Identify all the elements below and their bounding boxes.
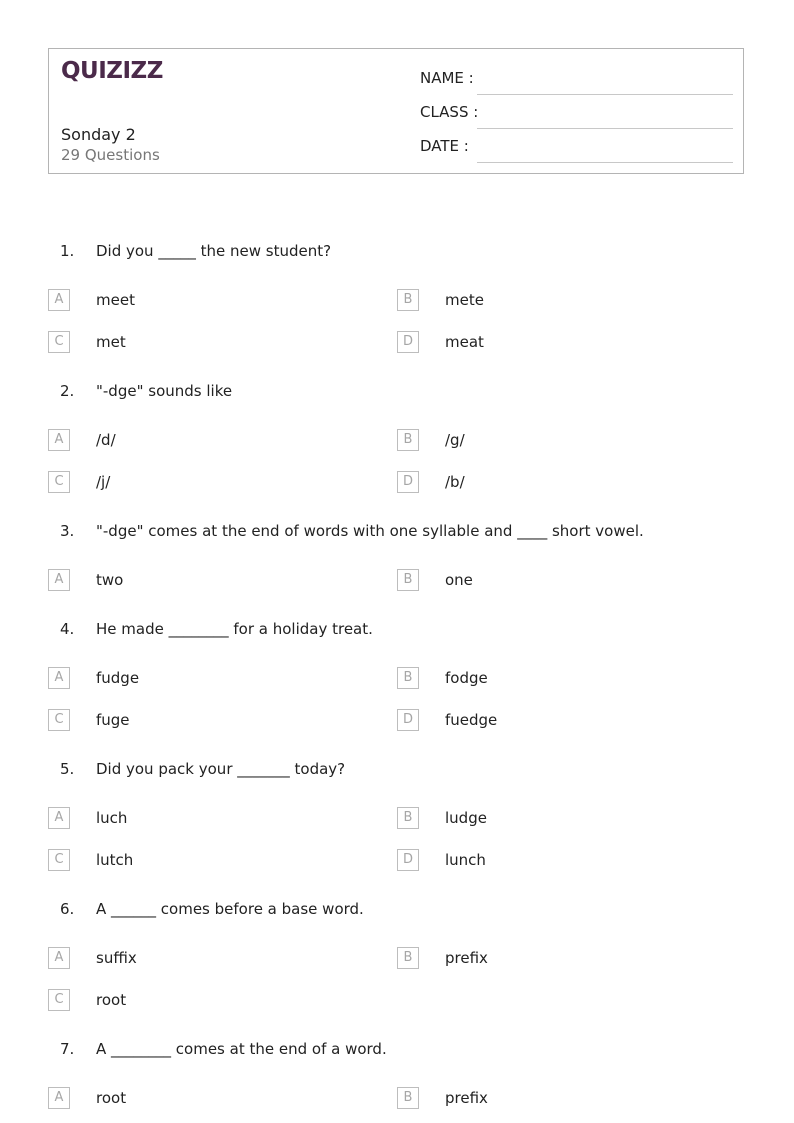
- question-text: He made ________ for a holiday treat.: [96, 620, 373, 638]
- option-letter-box[interactable]: B: [397, 1087, 419, 1109]
- question-number: 7.: [60, 1040, 75, 1058]
- class-line[interactable]: [477, 128, 733, 129]
- option-letter-box[interactable]: C: [48, 989, 70, 1011]
- option-letter-box[interactable]: D: [397, 849, 419, 871]
- option-letter-box[interactable]: B: [397, 569, 419, 591]
- option-letter-box[interactable]: A: [48, 569, 70, 591]
- option-text: meet: [96, 291, 135, 309]
- option-text: root: [96, 1089, 127, 1107]
- question-number: 5.: [60, 760, 75, 778]
- question-number: 2.: [60, 382, 75, 400]
- question-number: 4.: [60, 620, 75, 638]
- question-number: 3.: [60, 522, 75, 540]
- option-text: fuge: [96, 711, 130, 729]
- option-letter-box[interactable]: C: [48, 849, 70, 871]
- option-text: lutch: [96, 851, 134, 869]
- option-text: prefix: [445, 949, 488, 967]
- option-text: meat: [445, 333, 484, 351]
- option-text: /b/: [445, 473, 465, 491]
- option-letter-box[interactable]: A: [48, 429, 70, 451]
- option-letter-box[interactable]: C: [48, 331, 70, 353]
- question-number: 1.: [60, 242, 75, 260]
- option-text: fudge: [96, 669, 140, 687]
- option-text: root: [96, 991, 127, 1009]
- worksheet-header: [48, 48, 744, 174]
- option-text: /d/: [96, 431, 116, 449]
- question-count: 29 Questions: [61, 146, 160, 164]
- option-text: prefix: [445, 1089, 488, 1107]
- name-label: NAME :: [420, 69, 474, 87]
- option-letter-box[interactable]: A: [48, 289, 70, 311]
- date-label: DATE :: [420, 137, 469, 155]
- option-text: suffix: [96, 949, 137, 967]
- option-text: met: [96, 333, 126, 351]
- name-field[interactable]: [420, 69, 733, 91]
- worksheet-title: Sonday 2: [61, 125, 136, 144]
- option-text: fuedge: [445, 711, 498, 729]
- option-letter-box[interactable]: C: [48, 709, 70, 731]
- class-field[interactable]: [420, 103, 733, 125]
- class-label: CLASS :: [420, 103, 479, 121]
- option-letter-box[interactable]: A: [48, 807, 70, 829]
- option-text: /g/: [445, 431, 465, 449]
- option-letter-box[interactable]: B: [397, 289, 419, 311]
- option-letter-box[interactable]: A: [48, 947, 70, 969]
- option-text: lunch: [445, 851, 486, 869]
- question-text: Did you _____ the new student?: [96, 242, 332, 260]
- question-text: "-dge" comes at the end of words with one syllable and ____ short vowel.: [96, 522, 644, 540]
- question-text: Did you pack your _______ today?: [96, 760, 346, 778]
- option-letter-box[interactable]: D: [397, 709, 419, 731]
- option-letter-box[interactable]: D: [397, 471, 419, 493]
- option-text: mete: [445, 291, 484, 309]
- option-letter-box[interactable]: D: [397, 331, 419, 353]
- date-line[interactable]: [477, 162, 733, 163]
- question-text: A ______ comes before a base word.: [96, 900, 364, 918]
- question-text: "-dge" sounds like: [96, 382, 233, 400]
- option-letter-box[interactable]: A: [48, 667, 70, 689]
- option-letter-box[interactable]: A: [48, 1087, 70, 1109]
- option-text: fodge: [445, 669, 488, 687]
- date-field[interactable]: [420, 137, 733, 159]
- option-text: luch: [96, 809, 128, 827]
- option-letter-box[interactable]: C: [48, 471, 70, 493]
- option-text: one: [445, 571, 473, 589]
- option-letter-box[interactable]: B: [397, 947, 419, 969]
- option-text: two: [96, 571, 124, 589]
- name-line[interactable]: [477, 94, 733, 95]
- option-text: ludge: [445, 809, 487, 827]
- option-letter-box[interactable]: B: [397, 667, 419, 689]
- option-letter-box[interactable]: B: [397, 429, 419, 451]
- quizizz-logo: QUIZIZZ: [61, 58, 163, 84]
- option-letter-box[interactable]: B: [397, 807, 419, 829]
- question-number: 6.: [60, 900, 75, 918]
- question-text: A ________ comes at the end of a word.: [96, 1040, 387, 1058]
- option-text: /j/: [96, 473, 111, 491]
